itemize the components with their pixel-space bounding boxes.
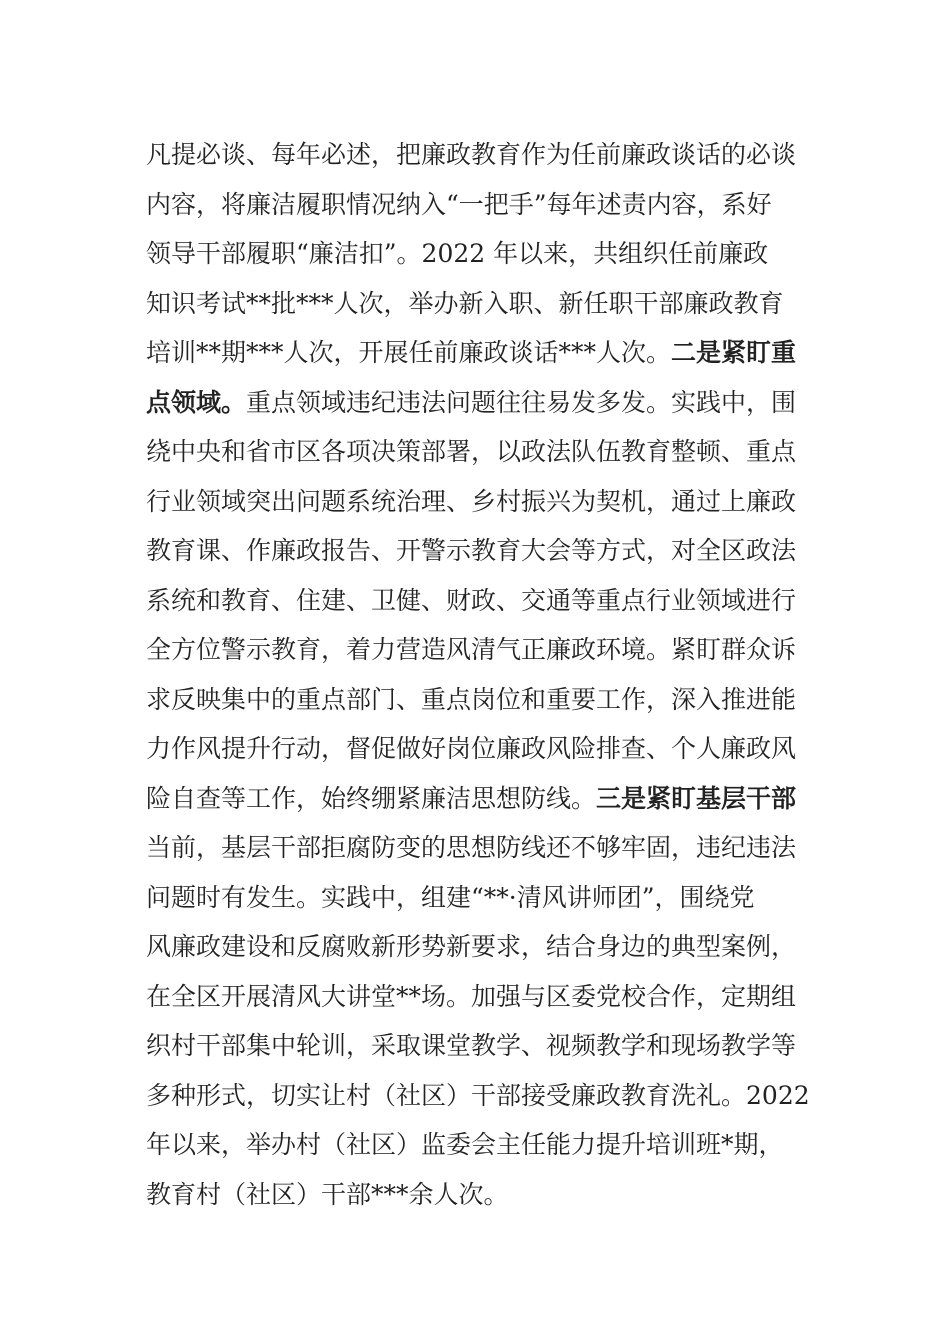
body-text-segment: 绕中央和省市区各项决策部署，以政法队伍教育整顿、重点 xyxy=(146,437,797,466)
text-line xyxy=(146,576,816,626)
text-line xyxy=(146,477,816,527)
body-text-segment: 培训**期***人次，开展任前廉政谈话***人次。 xyxy=(146,338,672,367)
text-line xyxy=(146,922,816,972)
text-line xyxy=(146,279,816,329)
text-line xyxy=(146,1170,816,1220)
text-line xyxy=(146,873,816,923)
body-text-segment: 风廉政建设和反腐败新形势新要求，结合身边的典型案例， xyxy=(146,932,797,961)
body-text-segment: 知识考试**批***人次，举办新入职、新任职干部廉政教育 xyxy=(146,288,784,318)
bold-heading-text: 二是紧盯重 xyxy=(671,338,797,367)
text-line xyxy=(146,625,816,675)
body-text-segment: 重点领域违纪违法问题往往易发多发。实践中，围 xyxy=(246,387,797,417)
body-text-segment: 教育课、作廉政报告、开警示教育大会等方式，对全区政法 xyxy=(146,536,797,565)
body-text-segment: 求反映集中的重点部门、重点岗位和重要工作，深入推进能 xyxy=(146,684,797,714)
text-line xyxy=(146,774,816,824)
body-text-segment: 全方位警示教育，着力营造风清气正廉政环境。紧盯群众诉 xyxy=(146,635,797,664)
bold-heading-text: 点领域。 xyxy=(146,387,247,417)
text-line xyxy=(146,724,816,774)
text-line xyxy=(146,675,816,725)
body-text-segment: 力作风提升行动，督促做好岗位廉政风险排查、个人廉政风 xyxy=(146,734,797,763)
bold-heading-text: 三是紧盯基层干部 xyxy=(596,783,797,813)
text-line xyxy=(146,130,816,180)
text-line xyxy=(146,180,816,230)
body-text-segment: 系统和教育、住建、卫健、财政、交通等重点行业领域进行 xyxy=(146,585,797,615)
body-text-segment: 当前，基层干部拒腐防变的思想防线还不够牢固，违纪违法 xyxy=(146,833,797,862)
body-text xyxy=(146,130,816,1219)
body-text-segment: 行业领域突出问题系统治理、乡村振兴为契机，通过上廉政 xyxy=(146,486,797,516)
text-line xyxy=(146,378,816,428)
text-line xyxy=(146,1021,816,1071)
text-line xyxy=(146,328,816,378)
body-text-segment: 织村干部集中轮训，采取课堂教学、视频教学和现场教学等 xyxy=(146,1031,797,1060)
text-line xyxy=(146,823,816,873)
body-text-segment: 教育村（社区）干部***余人次。 xyxy=(146,1179,509,1209)
body-text-segment: 在全区开展清风大讲堂**场。加强与区委党校合作，定期组 xyxy=(146,981,797,1011)
text-line xyxy=(146,526,816,576)
body-text-segment: 问题时有发生。实践中，组建“**·清风讲师团”，围绕党 xyxy=(146,882,755,912)
body-text-segment: 凡提必谈、每年必述，把廉政教育作为任前廉政谈话的必谈 xyxy=(146,140,797,169)
body-text-segment: 内容，将廉洁履职情况纳入“一把手”每年述责内容，系好 xyxy=(146,189,772,219)
text-line xyxy=(146,1120,816,1170)
body-text-segment: 险自查等工作，始终绷紧廉洁思想防线。 xyxy=(146,783,597,813)
text-line xyxy=(146,972,816,1022)
text-line xyxy=(146,229,816,279)
text-line xyxy=(146,427,816,477)
text-line xyxy=(146,1071,816,1121)
body-text-segment: 多种形式，切实让村（社区）干部接受廉政教育洗礼。2022 xyxy=(146,1080,810,1110)
body-text-segment: 年以来，举办村（社区）监委会主任能力提升培训班*期， xyxy=(146,1130,784,1159)
body-text-segment: 领导干部履职“廉洁扣”。2022 年以来，共组织任前廉政 xyxy=(146,239,769,268)
